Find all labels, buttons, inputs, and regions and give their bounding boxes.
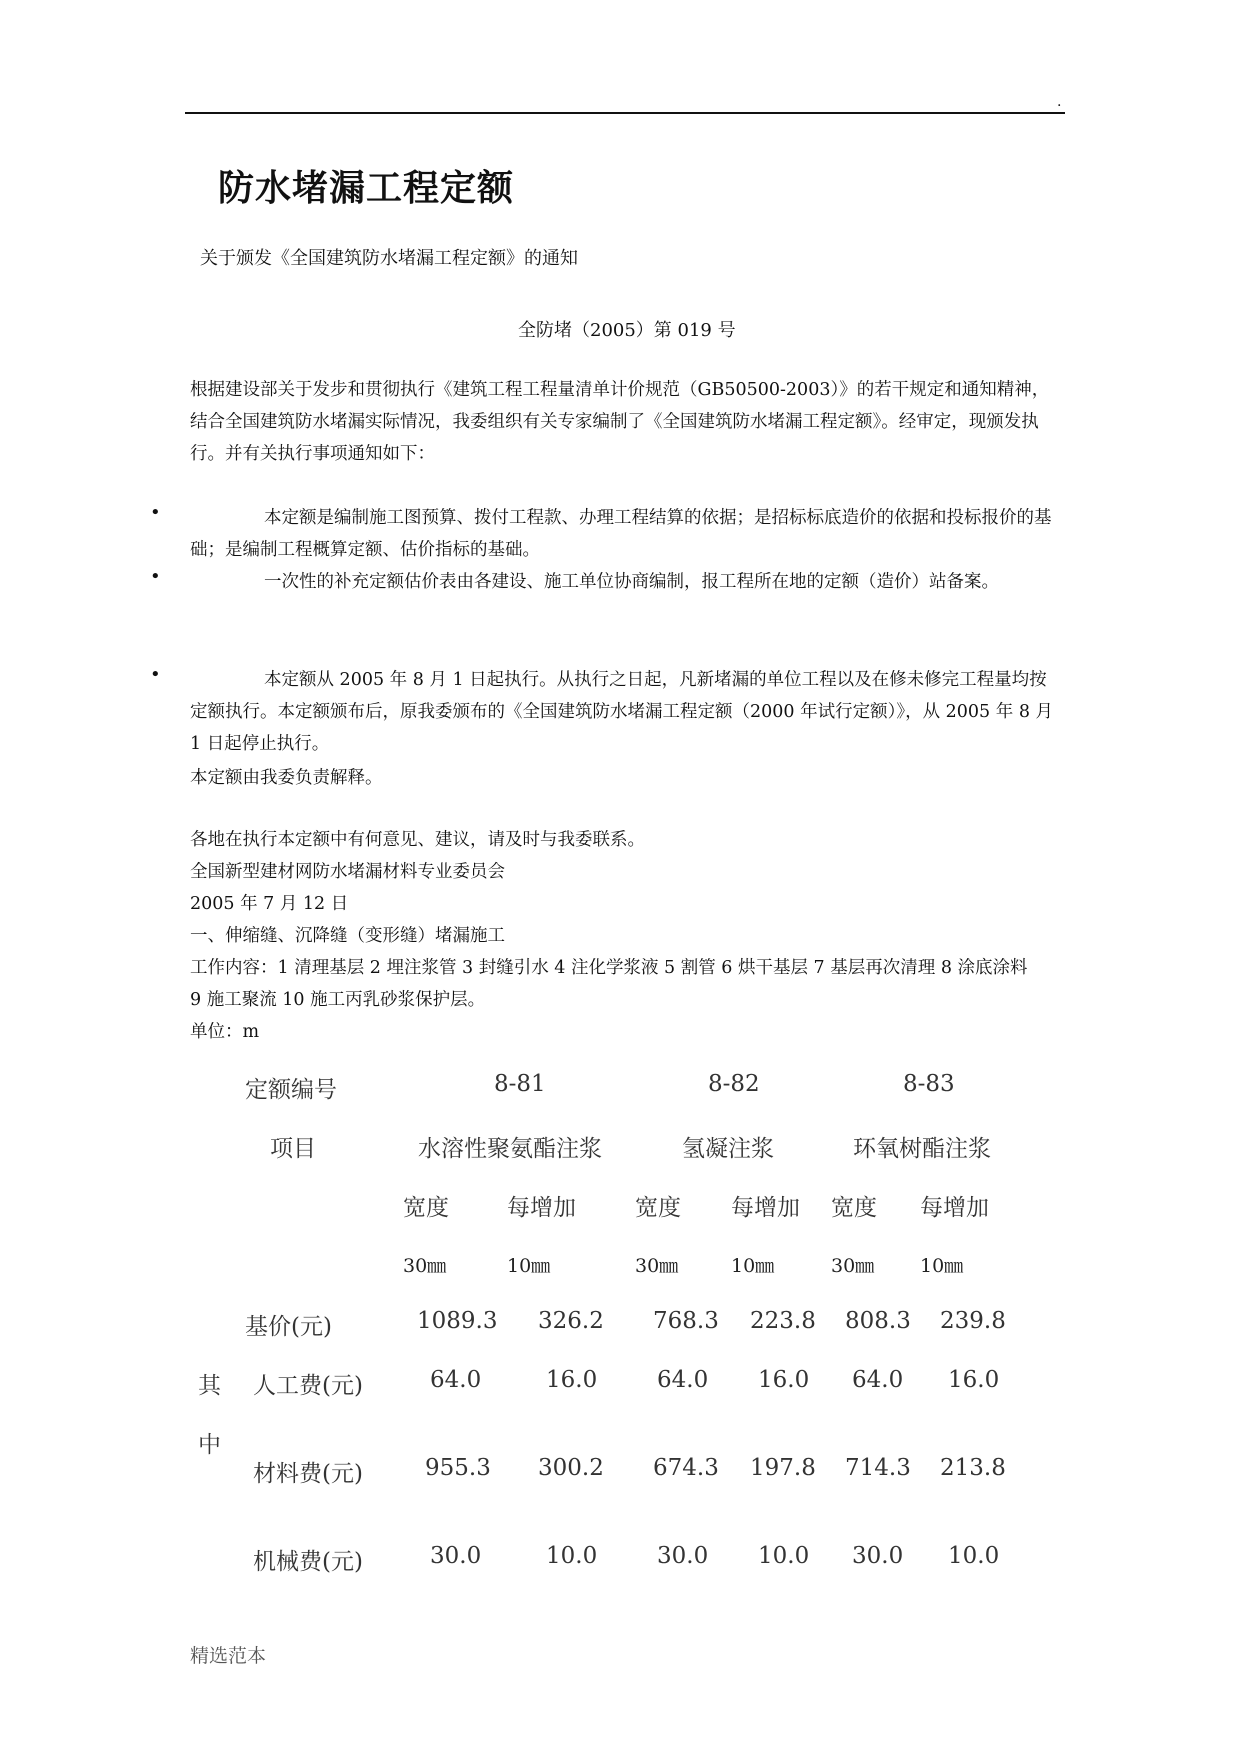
table-subheader: 10㎜ [731, 1255, 775, 1277]
table-cell: 223.8 [750, 1308, 816, 1334]
table-among-label: 中 [198, 1432, 221, 1458]
table-cell: 239.8 [940, 1308, 1006, 1334]
table-item-label: 项目 [270, 1136, 316, 1162]
table-cell: 213.8 [940, 1455, 1006, 1481]
table-cell: 16.0 [758, 1367, 810, 1393]
table-item: 氢凝注浆 [682, 1136, 774, 1162]
table-subheader: 10㎜ [507, 1255, 551, 1277]
table-row-label: 基价(元) [245, 1314, 332, 1340]
table-cell: 955.3 [425, 1455, 491, 1481]
table-subheader: 30㎜ [831, 1255, 875, 1277]
table-cell: 64.0 [430, 1367, 482, 1393]
table-subheader: 每增加 [920, 1195, 989, 1221]
table-cell: 197.8 [750, 1455, 816, 1481]
table-cell: 768.3 [653, 1308, 719, 1334]
footer-text: 精选范本 [190, 1645, 267, 1667]
notice-title: 关于颁发《全国建筑防水堵漏工程定额》的通知 [200, 248, 578, 269]
document-number: 全防堵（2005）第 019 号 [518, 320, 736, 341]
table-subheader: 30㎜ [403, 1255, 447, 1277]
table-cell: 10.0 [546, 1543, 598, 1569]
table-cell: 808.3 [845, 1308, 911, 1334]
interpret-line: 本定额由我委负责解释。 [190, 768, 383, 788]
organization-line: 全国新型建材网防水堵漏材料专业委员会 [190, 862, 505, 882]
work-content-line: 9 施工聚流 10 施工丙乳砂浆保护层。 [190, 990, 486, 1010]
table-cell: 30.0 [852, 1543, 904, 1569]
table-item: 水溶性聚氨酯注浆 [418, 1136, 602, 1162]
table-cell: 16.0 [546, 1367, 598, 1393]
bullet-item: 本定额是编制施工图预算、拨付工程款、办理工程结算的依据；是招标标底造价的依据和投标报价的基础；是编制工程概算定额、估价指标的基础。 [190, 508, 1052, 560]
table-cell: 674.3 [653, 1455, 719, 1481]
table-row-label: 人工费(元) [253, 1373, 363, 1399]
table-cell: 64.0 [852, 1367, 904, 1393]
bullet-marker: • [150, 566, 161, 587]
section-heading: 一、伸缩缝、沉降缝（变形缝）堵漏施工 [190, 926, 505, 946]
unit-line: 单位：m [190, 1022, 260, 1042]
bullet-marker: • [150, 502, 161, 523]
table-code-label: 定额编号 [245, 1077, 337, 1103]
table-code: 8-81 [494, 1071, 546, 1097]
table-cell: 714.3 [845, 1455, 911, 1481]
table-cell: 30.0 [657, 1543, 709, 1569]
table-cell: 326.2 [538, 1308, 604, 1334]
header-rule [185, 112, 1065, 114]
table-subheader: 宽度 [403, 1195, 449, 1221]
date-line: 2005 年 7 月 12 日 [190, 894, 349, 914]
table-subheader: 宽度 [635, 1195, 681, 1221]
bullet-item: 本定额从 2005 年 8 月 1 日起执行。从执行之日起，凡新堵漏的单位工程以及在修未修完工程量均按定额执行。本定额颁布后，原我委颁布的《全国建筑防水堵漏工程定额（2000 年试行定额）》，从 2005 年 8 月 1 日起停止执行。 [190, 670, 1054, 754]
work-content-line: 工作内容：1 清理基层 2 埋注浆管 3 封缝引水 4 注化学浆液 5 割管 6 烘干基层 7 基层再次清理 8 涂底涂料 [190, 958, 1028, 978]
table-cell: 300.2 [538, 1455, 604, 1481]
table-subheader: 30㎜ [635, 1255, 679, 1277]
header-dot: . [1057, 94, 1062, 110]
intro-paragraph: 根据建设部关于发步和贯彻执行《建筑工程工程量清单计价规范（GB50500-2003）》的若干规定和通知精神，结合全国建筑防水堵漏实际情况，我委组织有关专家编制了《全国建筑防水堵漏工程定额》。经审定，现颁发执行。并有关执行事项通知如下： [190, 380, 1050, 464]
table-among-label: 其 [198, 1373, 221, 1399]
table-cell: 10.0 [948, 1543, 1000, 1569]
table-row-label: 机械费(元) [253, 1549, 363, 1575]
table-cell: 30.0 [430, 1543, 482, 1569]
table-cell: 16.0 [948, 1367, 1000, 1393]
page-title: 防水堵漏工程定额 [218, 167, 515, 209]
table-subheader: 宽度 [831, 1195, 877, 1221]
table-cell: 1089.3 [417, 1308, 498, 1334]
table-subheader: 每增加 [507, 1195, 576, 1221]
bullet-marker: • [150, 664, 161, 685]
table-row-label: 材料费(元) [253, 1461, 363, 1487]
bullet-item: 一次性的补充定额估价表由各建设、施工单位协商编制，报工程所在地的定额（造价）站备案。 [264, 572, 999, 592]
table-cell: 10.0 [758, 1543, 810, 1569]
table-subheader: 每增加 [731, 1195, 800, 1221]
table-cell: 64.0 [657, 1367, 709, 1393]
table-item: 环氧树酯注浆 [853, 1136, 991, 1162]
feedback-line: 各地在执行本定额中有何意见、建议，请及时与我委联系。 [190, 830, 645, 850]
table-code: 8-83 [903, 1071, 955, 1097]
table-subheader: 10㎜ [920, 1255, 964, 1277]
table-code: 8-82 [708, 1071, 760, 1097]
